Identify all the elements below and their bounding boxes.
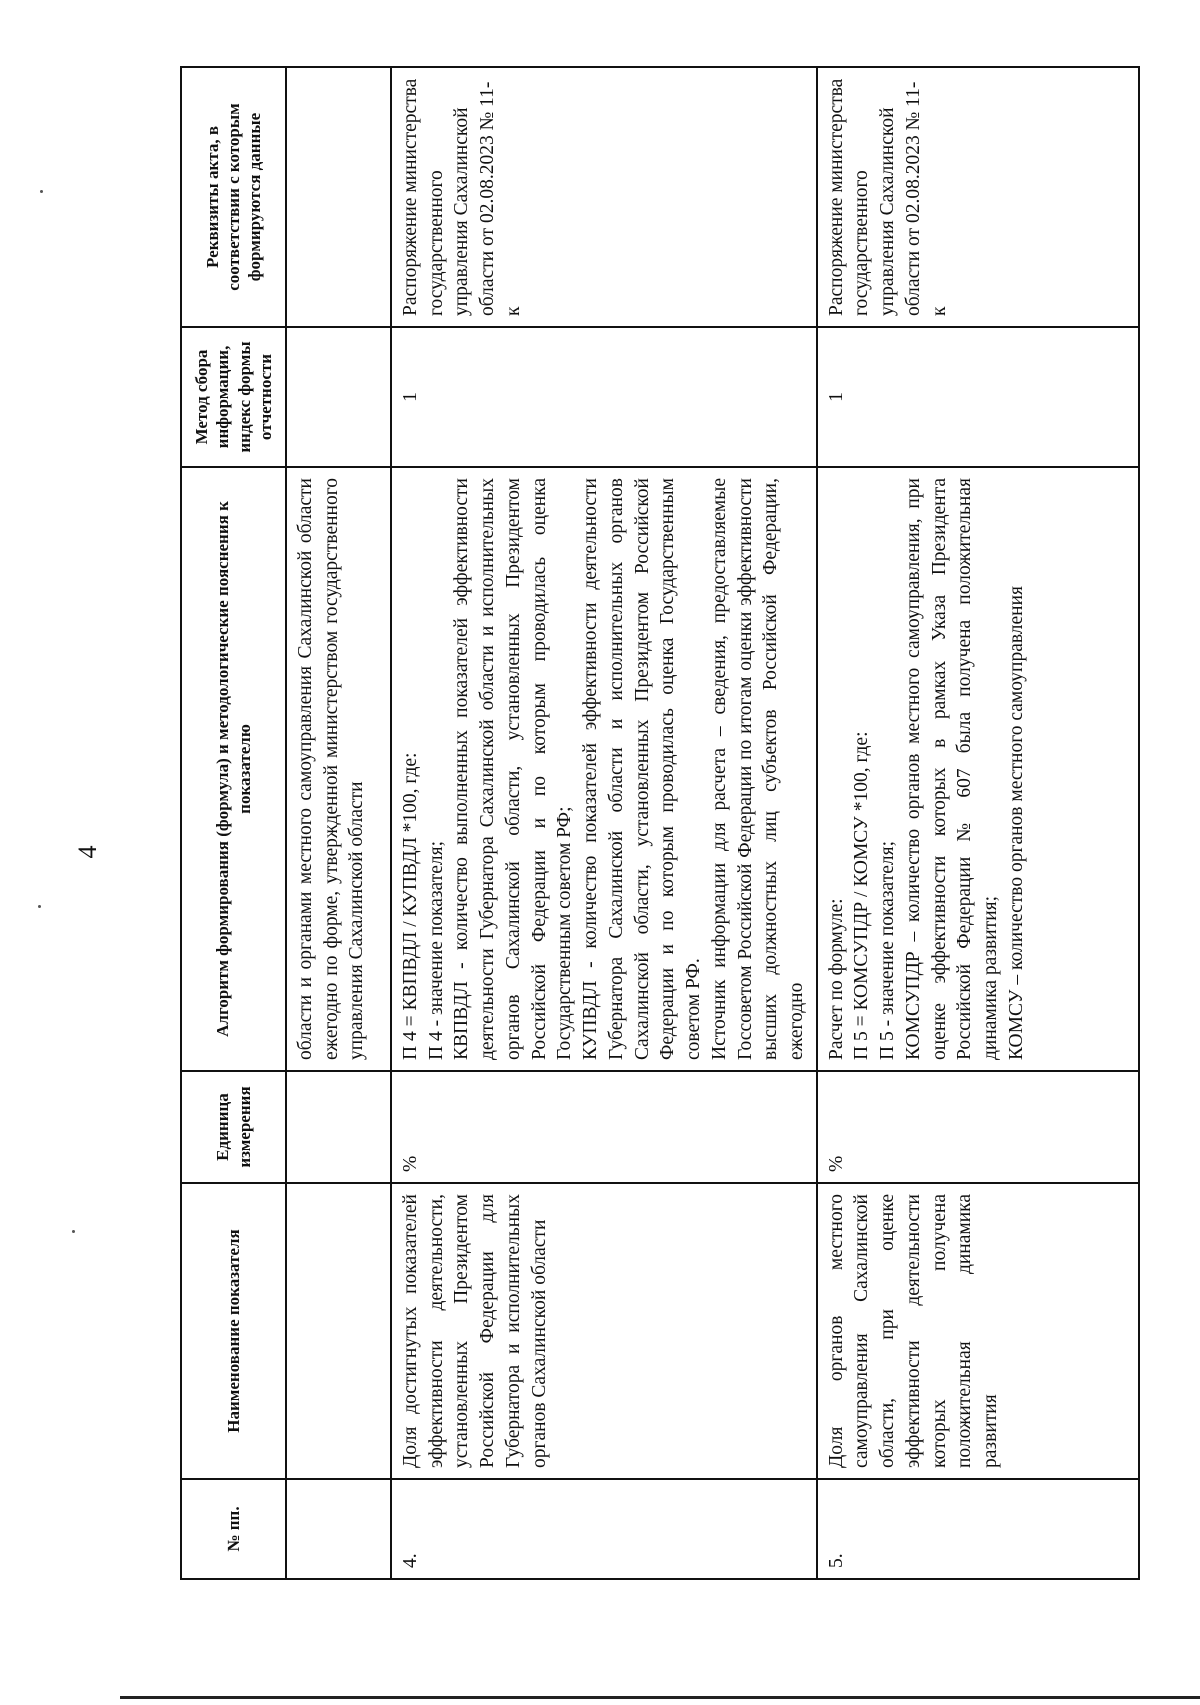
table-row-5 [817, 67, 1139, 1579]
header-name: Наименование показателя [181, 1183, 286, 1479]
scan-speck [72, 1230, 75, 1233]
indicators-table [180, 66, 1140, 1580]
cell-unit [286, 1071, 391, 1183]
header-unit: Единица измерения [181, 1071, 286, 1183]
cell-algorithm [817, 467, 1139, 1071]
header-algorithm: Алгоритм формирования (формула) и методологические пояснения к показателю [181, 467, 286, 1071]
cell-requisites: Распоряжение министерства государственного управления Сахалинской области от 02.08.2023 № 11-к [817, 67, 1139, 327]
table-header-row [181, 67, 286, 1579]
header-method: Метод сбора информации, индекс формы отчетности [181, 327, 286, 467]
algorithm-line: П 5 - значение показателя; [877, 841, 899, 1060]
cell-unit: % [817, 1071, 1139, 1183]
algorithm-line: КВПВДЛ - количество выполненных показателей эффективности деятельности Губернатора Сахалинской области и исполнительных органов Сахалинской области, установленных Президентом Российской Федерации и по которым проводилась оценка Государственным советом РФ; [451, 478, 576, 1060]
scan-speck [40, 190, 43, 193]
cell-requisites [286, 67, 391, 327]
cell-algorithm [391, 467, 817, 1071]
scan-speck [38, 905, 41, 908]
header-requisites: Реквизиты акта, в соответствии с которым формируются данные [181, 67, 286, 327]
table-row-4 [391, 67, 817, 1579]
cell-algorithm: области и органами местного самоуправления Сахалинской области ежегодно по форме, утвержденной министерством государственного управления Сахалинской области [286, 467, 391, 1071]
cell-name: Доля органов местного самоуправления Сахалинской области, при оценке эффективности деятельности которых получена положительная динамика развития [817, 1183, 1139, 1479]
cell-requisites: Распоряжение министерства государственного управления Сахалинской области от 02.08.2023 № 11-к [391, 67, 817, 327]
cell-num: 4. [391, 1479, 817, 1579]
table-row-continuation [286, 67, 391, 1579]
cell-method: 1 [391, 327, 817, 467]
cell-method [286, 327, 391, 467]
algorithm-line: КОМСУ – количество органов местного самоуправления [1005, 585, 1027, 1060]
cell-method: 1 [817, 327, 1139, 467]
algorithm-line: КОМСУПДР – количество органов местного самоуправления, при оценке эффективности которых в рамках Указа Президента Российской Федерации № 607 была получена положительная динамика развития; [902, 478, 1002, 1060]
cell-name: Доля достигнутых показателей эффективности деятельности, установленных Президентом Российской Федерации для Губернатора и исполнительных органов Сахалинской области [391, 1183, 817, 1479]
algorithm-line: Источник информации для расчета – сведения, предоставляемые Госсоветом Российской Федерации по итогам оценки эффективности высших должностных лиц субъектов Российской Федерации, ежегодно [708, 478, 808, 1060]
algorithm-line: П 4 = КВПВДЛ / КУПВДЛ *100, где: [400, 752, 421, 1060]
header-num: № пп. [181, 1479, 286, 1579]
algorithm-line: КУПВДЛ - количество показателей эффективности деятельности Губернатора Сахалинской области и исполнительных органов Сахалинской области, установленных Президентом Российской Федерации и по которым проводилась оценка Государственным советом РФ. [580, 478, 705, 1060]
algorithm-line: П 4 - значение показателя; [425, 841, 447, 1060]
algorithm-line: П 5 = КОМСУПДР / КОМСУ *100, где: [851, 731, 873, 1060]
rotated-table-wrapper [180, 68, 1140, 1580]
page-number: 4 [73, 845, 102, 859]
cell-unit: % [391, 1071, 817, 1183]
cell-num: 5. [817, 1479, 1139, 1579]
cell-name [286, 1183, 391, 1479]
scan-edge-line [120, 1696, 1200, 1699]
cell-num [286, 1479, 391, 1579]
algorithm-line: Расчет по формуле: [825, 898, 847, 1060]
